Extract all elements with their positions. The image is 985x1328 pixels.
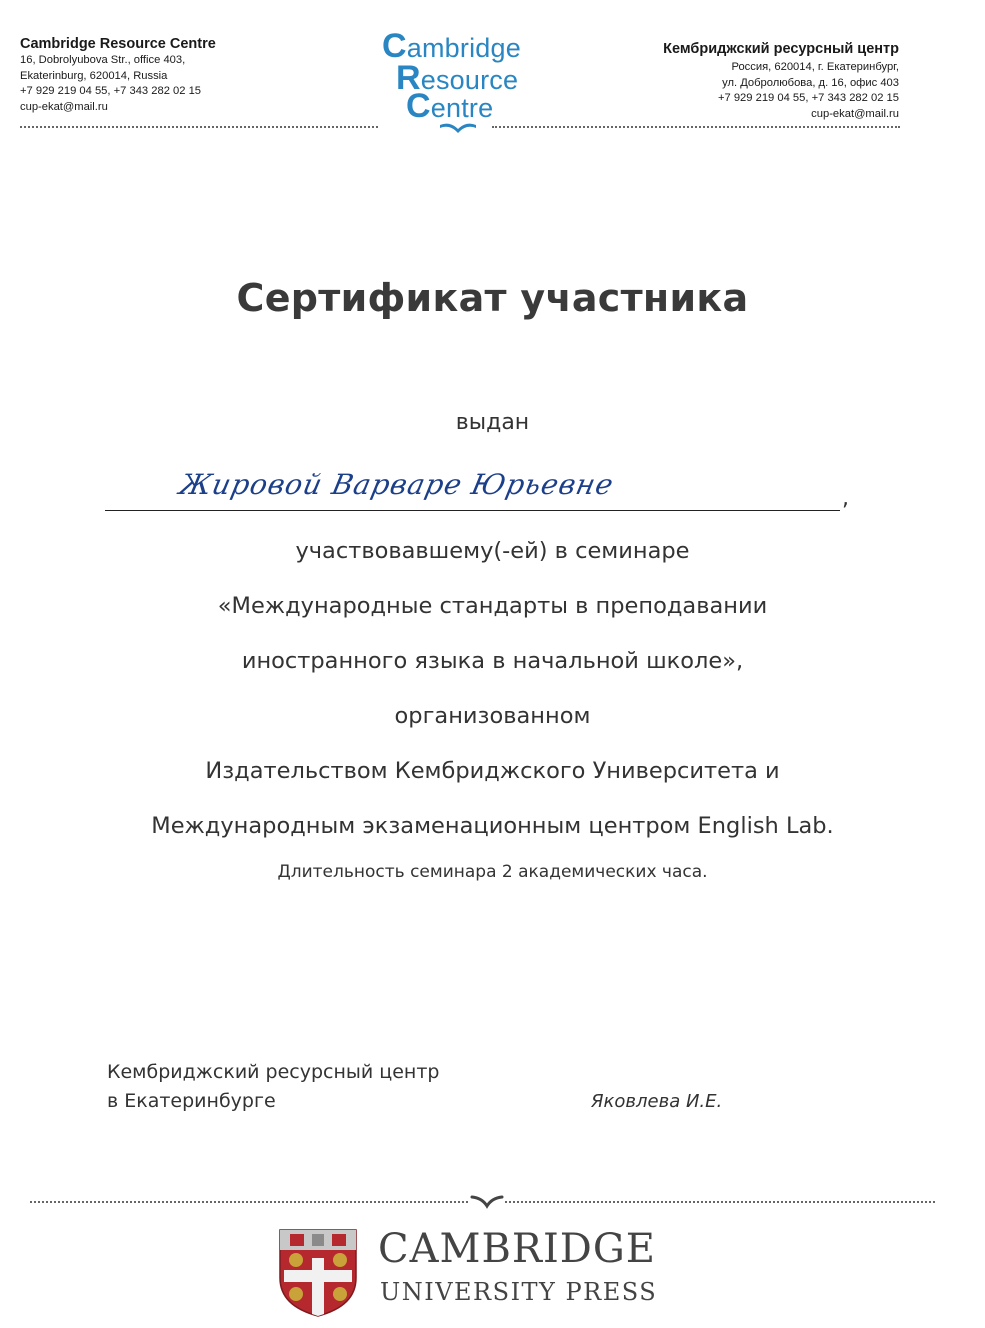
header-left-contacts xyxy=(20,36,300,115)
body-line-organizer-2: Международным экзаменационным центром English Lab. xyxy=(151,813,834,839)
logo-word-resource: Resource xyxy=(396,59,519,97)
certificate-title: Сертификат участника xyxy=(236,276,749,320)
cambridge-resource-centre-logo xyxy=(378,27,538,140)
header-right-contacts xyxy=(579,40,899,122)
header-right-phone: +7 929 219 04 55, +7 343 282 02 15 xyxy=(717,92,899,104)
footer-divider-right xyxy=(505,1201,935,1203)
body-line-seminar-title-1: «Международные стандарты в преподавании xyxy=(217,593,768,619)
cambridge-shield-icon xyxy=(278,1228,358,1318)
header-divider-left xyxy=(20,126,378,128)
logo-word-centre: Centre xyxy=(406,87,494,125)
recipient-underline xyxy=(105,510,840,511)
signature-organization xyxy=(107,1058,439,1116)
seminar-duration: Длительность семинара 2 академических часа. xyxy=(277,862,708,882)
body-line-seminar-title-2: иностранного языка в начальной школе», xyxy=(241,648,744,674)
cup-subtitle: UNIVERSITY PRESS xyxy=(380,1278,658,1306)
header-right-org: Кембриджский ресурсный центр xyxy=(663,41,899,57)
header-left-email: cup-ekat@mail.ru xyxy=(20,100,108,113)
footer-divider-left xyxy=(30,1201,468,1203)
header-divider-right xyxy=(492,126,900,128)
body-line-participated: участвовавшему(-ей) в семинаре xyxy=(295,538,690,564)
signature-org-line-1: Кембриджский ресурсный центр xyxy=(107,1061,440,1083)
footer-chevron-icon xyxy=(470,1194,504,1214)
signatory-name: Яковлева И.Е. xyxy=(591,1091,723,1112)
header-left-address-1: 16, Dobrolyubova Str., office 403, xyxy=(20,54,186,66)
header-right-address-2: ул. Добролюбова, д. 16, офис 403 xyxy=(722,76,899,89)
body-line-organized: организованном xyxy=(394,703,591,729)
cup-wordmark: CAMBRIDGE xyxy=(378,1226,656,1272)
header-left-address-2: Ekaterinburg, 620014, Russia xyxy=(20,69,168,82)
logo-word-cambridge: Cambridge xyxy=(382,27,521,65)
recipient-comma: , xyxy=(842,486,849,511)
header-right-email: cup-ekat@mail.ru xyxy=(811,107,899,120)
book-icon xyxy=(438,122,478,138)
header-right-address-1: Россия, 620014, г. Екатеринбург, xyxy=(731,61,899,73)
header-left-phone: +7 929 219 04 55, +7 343 282 02 15 xyxy=(20,85,202,97)
header-left-org: Cambridge Resource Centre xyxy=(20,36,216,52)
signature-org-line-2: в Екатеринбурге xyxy=(107,1090,276,1112)
recipient-name-handwritten: Жировой Варваре Юрьевне xyxy=(176,468,617,501)
issued-label: выдан xyxy=(455,410,530,435)
body-line-organizer-1: Издательством Кембриджского Университета и xyxy=(205,758,780,784)
